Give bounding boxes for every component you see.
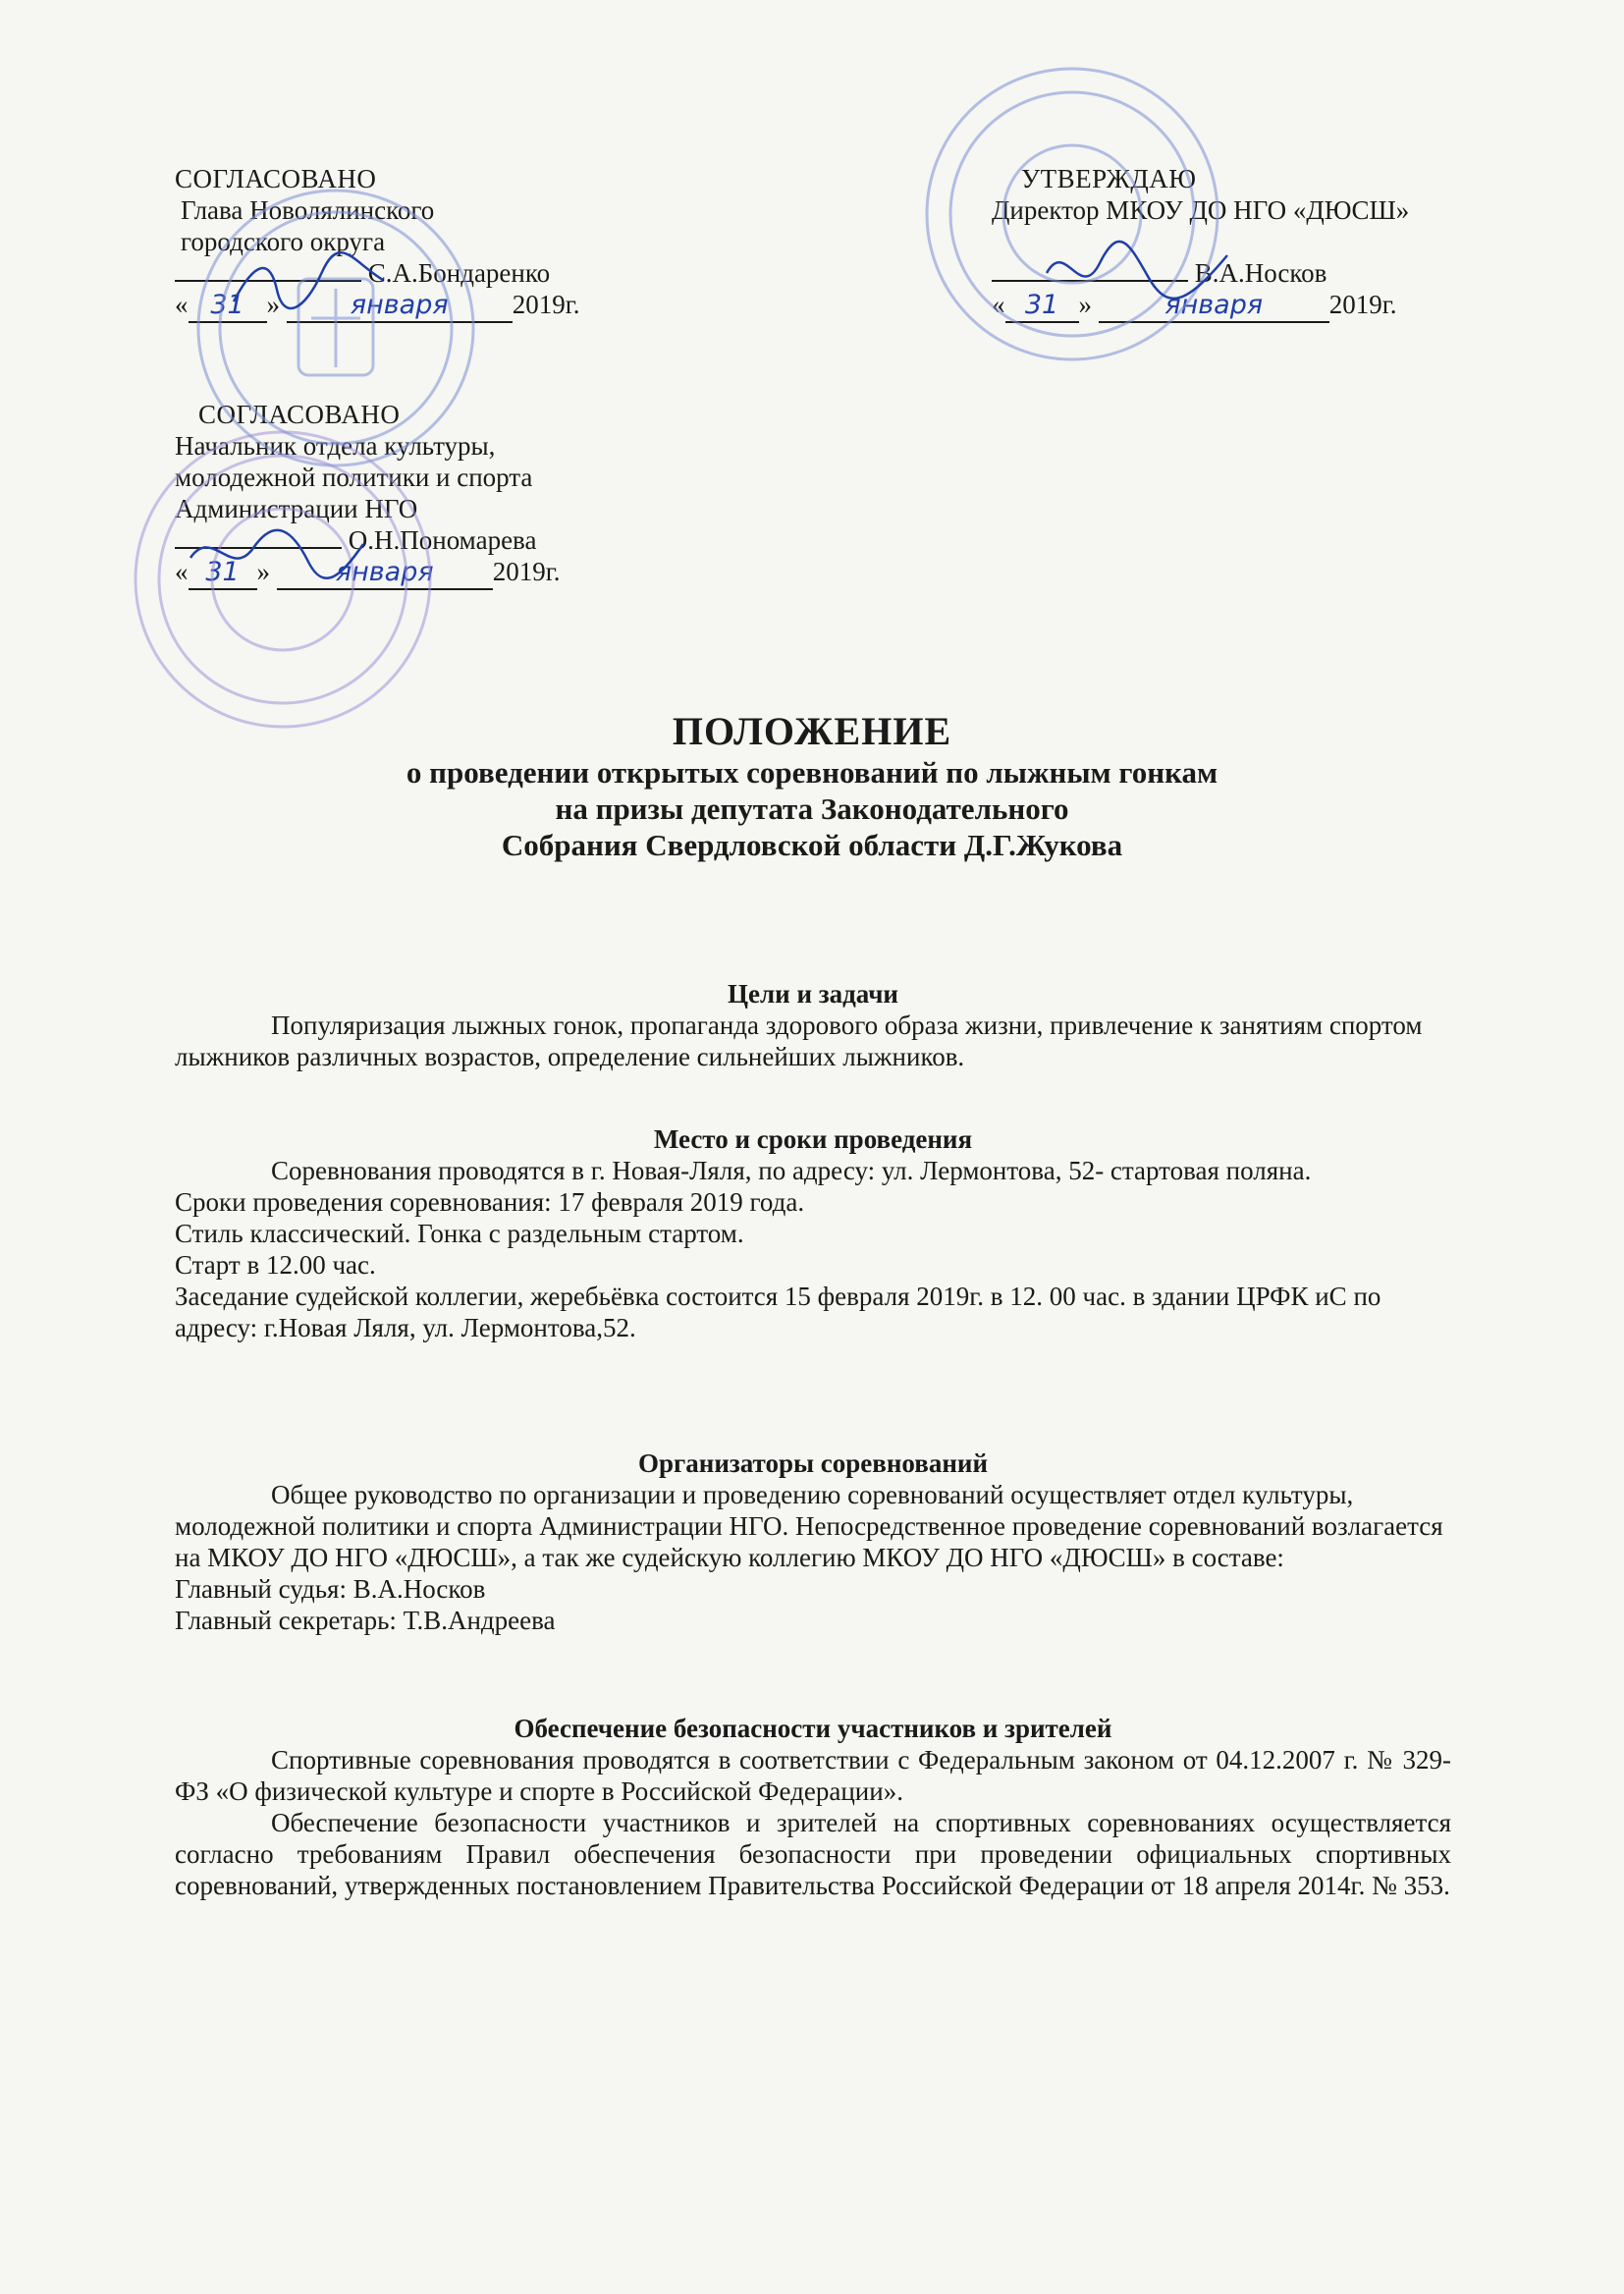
section-paragraph: Популяризация лыжных гонок, пропаганда здорового образа жизни, привлечение к занятиям спортом лыжников различных возрастов, определение сильнейших лыжников. — [175, 1010, 1423, 1071]
approval-heading: СОГЛАСОВАНО — [198, 400, 401, 429]
section-paragraph: Главный секретарь: Т.В.Андреева — [175, 1606, 556, 1635]
approval-position-line: Начальник отдела культуры, — [175, 431, 496, 461]
approval-position-line: городского округа — [181, 227, 386, 256]
section-paragraph: Заседание судейской коллегии, жеребьёвка состоится 15 февраля 2019г. в 12. 00 час. в здании ЦРФК иС по адресу: г.Новая Ляля, ул. Лермонтова,52. — [175, 1282, 1381, 1342]
approval-position-line: Администрации НГО — [175, 494, 418, 523]
approval-block-director — [992, 163, 1409, 323]
section-heading: Организаторы соревнований — [638, 1448, 988, 1478]
section-paragraph: Стиль классический. Гонка с раздельным стартом. — [175, 1219, 744, 1248]
signature-line — [175, 257, 580, 289]
approval-position-line: Глава Новолялинского — [181, 195, 435, 225]
approval-heading: УТВЕРЖДАЮ — [1021, 164, 1197, 193]
section-paragraph: Спортивные соревнования проводятся в соответствии с Федеральным законом от 04.12.2007 г. № 329-ФЗ «О физической культуре и спорте в Российской Федерации». — [175, 1745, 1451, 1806]
document-subtitle: о проведении открытых соревнований по лыжным гонкам — [406, 755, 1218, 790]
signer-name: О.Н.Пономарева — [348, 525, 537, 555]
date-month: января — [335, 557, 434, 587]
document-title: ПОЛОЖЕНИЕ — [672, 709, 952, 753]
section-place-and-dates — [175, 1123, 1451, 1343]
date-day: 31 — [205, 557, 240, 587]
date-year: 2019г. — [512, 290, 580, 319]
section-paragraph: Старт в 12.00 час. — [175, 1250, 376, 1280]
signature-line — [992, 257, 1409, 289]
signer-name: В.А.Носков — [1194, 258, 1327, 288]
section-safety — [175, 1713, 1451, 1901]
section-organizers — [175, 1447, 1451, 1636]
approval-date: « 31 » января 2019г. — [992, 289, 1409, 323]
date-year: 2019г. — [1328, 290, 1397, 319]
signer-name: С.А.Бондаренко — [367, 258, 551, 288]
section-paragraph: Главный судья: В.А.Носков — [175, 1574, 486, 1604]
date-month: января — [1164, 290, 1264, 320]
date-day: 31 — [210, 290, 244, 320]
date-year: 2019г. — [492, 557, 561, 586]
section-paragraph: Общее руководство по организации и проведению соревнований осуществляет отдел культуры, молодежной политики и спорта Администрации НГО. Непосредственное проведение соревнований возлагается на МКОУ ДО НГО «ДЮСШ», а так же судейскую коллегию МКОУ ДО НГО «ДЮСШ» в составе: — [175, 1480, 1443, 1572]
approval-heading: СОГЛАСОВАНО — [175, 164, 377, 193]
approval-position-line: молодежной политики и спорта — [175, 463, 533, 492]
section-heading: Обеспечение безопасности участников и зрителей — [514, 1714, 1112, 1743]
section-paragraph: Сроки проведения соревнования: 17 февраля 2019 года. — [175, 1187, 805, 1217]
signature-line — [175, 524, 561, 556]
date-month: января — [350, 290, 449, 320]
document-subtitle: на призы депутата Законодательного — [555, 792, 1069, 826]
date-day: 31 — [1024, 290, 1059, 320]
section-paragraph: Соревнования проводятся в г. Новая-Ляля, по адресу: ул. Лермонтова, 52- стартовая поляна. — [271, 1156, 1312, 1185]
document-subtitle: Собрания Свердловской области Д.Г.Жукова — [501, 828, 1123, 862]
section-paragraph: Обеспечение безопасности участников и зрителей на спортивных соревнованиях осуществляется согласно требованиям Правил обеспечения безопасности при проведении официальных спортивных соревнований, утвержденных постановлением Правительства Российской Федерации от 18 апреля 2014г. № 353. — [175, 1808, 1451, 1900]
approval-position-line: Директор МКОУ ДО НГО «ДЮСШ» — [992, 195, 1410, 225]
approval-block-head — [175, 163, 580, 323]
approval-date: « 31 » января 2019г. — [175, 289, 580, 323]
approval-date: « 31 » января 2019г. — [175, 556, 561, 590]
section-heading: Цели и задачи — [728, 979, 898, 1009]
section-goals — [175, 978, 1451, 1072]
approval-block-culture-dept — [175, 399, 561, 590]
document-title-block — [0, 709, 1624, 863]
section-heading: Место и сроки проведения — [653, 1124, 973, 1154]
